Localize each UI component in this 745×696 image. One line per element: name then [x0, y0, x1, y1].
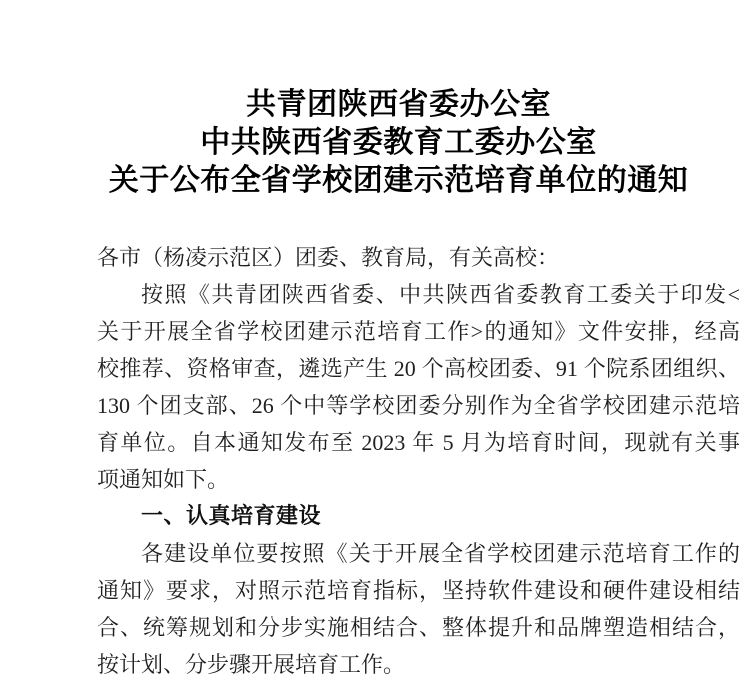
salutation-line: 各市（杨凌示范区）团委、教育局，有关高校：	[97, 245, 560, 270]
section1-heading: 一、认真培育建设	[141, 504, 322, 529]
title-line-issuer-2: 中共陕西省委教育工委办公室	[200, 126, 597, 159]
paragraph1-line-6: 项通知如下。	[97, 467, 230, 492]
paragraph2-line-3: 合、统筹规划和分步实施相结合、整体提升和品牌塑造相结合，	[97, 615, 740, 640]
paragraph1-line-3: 校推荐、资格审查，遴选产生 20 个高校团委、91 个院系团组织、	[97, 356, 740, 381]
paragraph2-line-1: 各建设单位要按照《关于开展全省学校团建示范培育工作的	[141, 541, 740, 566]
paragraph1-line-2: 关于开展全省学校团建示范培育工作>的通知》文件安排，经高	[97, 319, 740, 344]
title-line-issuer-1: 共青团陕西省委办公室	[246, 88, 551, 121]
paragraph2-line-2: 通知》要求，对照示范培育指标，坚持软件建设和硬件建设相结	[97, 578, 740, 603]
document-body	[97, 239, 740, 683]
title-line-subject: 关于公布全省学校团建示范培育单位的通知	[108, 164, 689, 197]
paragraph1-line-5: 育单位。自本通知发布至 2023 年 5 月为培育时间，现就有关事	[97, 430, 740, 455]
paragraph1-line-1: 按照《共青团陕西省委、中共陕西省委教育工委关于印发<	[141, 282, 740, 307]
paragraph1-line-4: 130 个团支部、26 个中等学校团委分别作为全省学校团建示范培	[97, 393, 740, 418]
paragraph2-line-4: 按计划、分步骤开展培育工作。	[97, 652, 406, 677]
document-title	[52, 86, 745, 200]
